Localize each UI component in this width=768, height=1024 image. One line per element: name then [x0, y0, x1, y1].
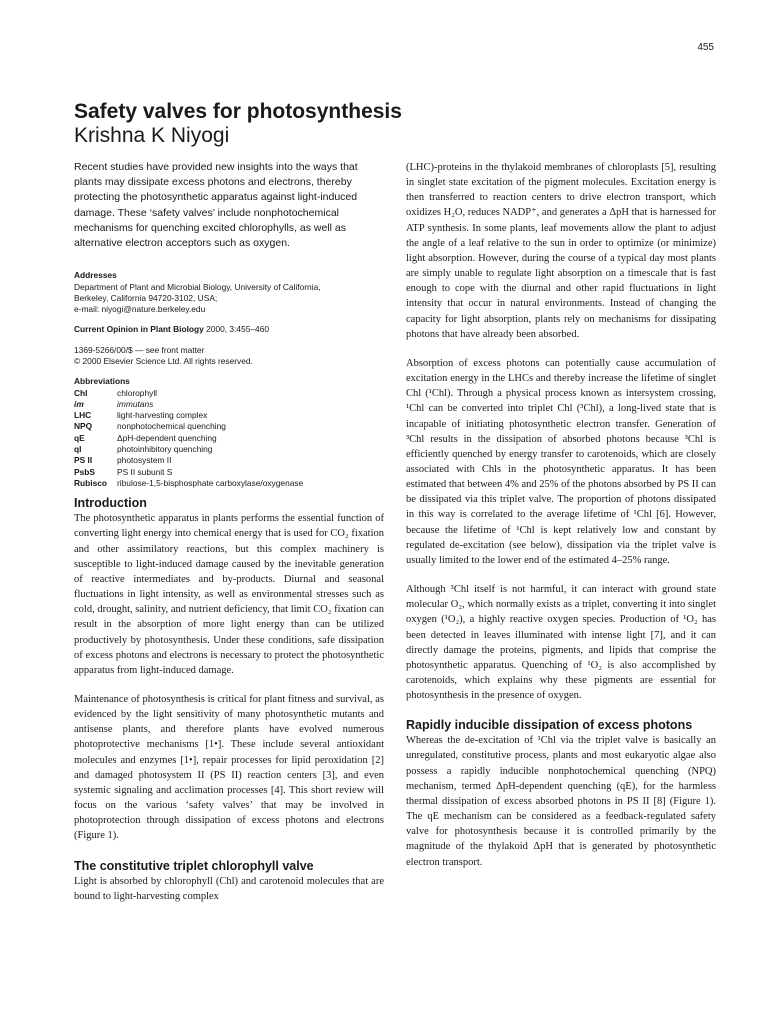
abbreviation-row: [74, 444, 384, 455]
right-column: [406, 160, 716, 870]
abbreviation-key: PsbS: [74, 466, 95, 477]
abbreviation-row: [74, 410, 384, 421]
address-email: e-mail: niyogi@nature.berkeley.edu: [74, 304, 206, 315]
citation-block: [74, 324, 384, 335]
introduction-paragraph-2: Maintenance of photosynthesis is critical for plant fitness and survival, as evidenced by the light sensitivity of many photosynthetic mutants and antisense plants, and therefore plants have evolved numerous photoprotective mechanisms [1•]. These include several antioxidant molecules and enzymes [1•], repair processes for lipid peroxidation [2] and damaged photosystem II (PS II) reaction centers [3], and even systemic signaling and acclimation processes [4]. This short review will focus on the various ‘safety valves’ that may be involved in photoprotection through dissipation of excess photons and electrons (Figure 1).: [74, 693, 384, 842]
abbreviation-row: [74, 455, 384, 466]
article-title: Safety valves for photosynthesis: [74, 100, 402, 123]
address-line-1: Department of Plant and Microbial Biology, University of California,: [74, 281, 321, 292]
abbreviation-value: nonphotochemical quenching: [117, 421, 226, 432]
citation-details: 2000, 3:455–460: [206, 324, 270, 335]
abbreviation-value: immutans: [117, 398, 154, 409]
abbreviation-key: PS II: [74, 455, 93, 466]
abstract: Recent studies have provided new insights into the ways that plants may dissipate excess photons and electrons, thereby protecting the photosynthetic apparatus against light-induced damage. These ‘safety valves’ include nonphotochemical mechanisms for quenching excited chlorophylls, as well as alternative electron acceptors such as oxygen.: [74, 161, 358, 250]
abbreviations-block: [74, 376, 384, 489]
section-heading-triplet-valve: The constitutive triplet chlorophyll valve: [74, 858, 314, 873]
copyright-line-2: © 2000 Elsevier Science Ltd. All rights reserved.: [74, 356, 253, 366]
address-line-2: Berkeley, California 94720-3102, USA;: [74, 292, 218, 303]
abbreviation-key: Chl: [74, 387, 88, 398]
abbreviation-value: photosystem II: [117, 455, 172, 466]
abbreviations-heading: Abbreviations: [74, 376, 130, 387]
abbreviation-value: ΔpH-dependent quenching: [117, 432, 217, 443]
abbreviation-key: Rubisco: [74, 477, 108, 488]
introduction-paragraph-1: The photosynthetic apparatus in plants performs the essential function of converting light energy into chemical energy that is used for CO₂ fixation and other assimilatory reactions, but this complex machinery is susceptible to light-induced damage caused by the inevitable generation of reactive intermediates and by-products. Diurnal and seasonal fluctuations in light intensity, as well as environmental stresses such as cold, drought, salinity, and nutrient deficiency, that limit CO₂ fixation can result in the absorption of more light energy than can be utilized productively by photosynthesis. Under these conditions, safe dissipation of excess photons and electrons is necessary to protect the photosynthetic apparatus from light-induced damage.: [74, 513, 384, 676]
page-number: 455: [697, 42, 714, 53]
section-heading-rapid-dissipation: Rapidly inducible dissipation of excess photons: [406, 718, 693, 733]
abbreviation-value: chlorophyll: [117, 387, 158, 398]
section-heading-introduction: Introduction: [74, 496, 147, 511]
abbreviation-key: im: [74, 398, 84, 409]
abbreviation-key: qI: [74, 444, 82, 455]
abbreviation-row: [74, 433, 384, 444]
abbreviation-key: qE: [74, 432, 85, 443]
triplet-paragraph-1-continued: (LHC)-proteins in the thylakoid membranes of chloroplasts [5], resulting in singlet state excitation of the pigment molecules. Excitation energy is then transferred to reaction centers to drive electron transport, which oxidizes H₂O, reduces NADP⁺, and generates a ΔpH that is harnessed for ATP synthesis. In some plants, leaf movements allow the plant to adjust the angle of a leaf relative to the sun in order to optimize (or minimize) light absorption. However, during the course of a typical day most plants are simply unable to regulate light absorption on a timescale that is fast enough to cope with the diurnal and other rapid fluctuations in light intensity that occur in natural environments. Instead of changing the capacity for light absorption, plants rely on mechanisms for dissipating photons that have already been absorbed.: [406, 162, 716, 340]
abbreviation-row: [74, 388, 384, 399]
abbreviation-value: photoinhibitory quenching: [117, 444, 213, 455]
abbreviation-key: NPQ: [74, 421, 93, 432]
abbreviation-row: [74, 467, 384, 478]
citation-journal: Current Opinion in Plant Biology: [74, 324, 204, 335]
copyright-line-1: 1369-5266/00/$ — see front matter: [74, 344, 205, 355]
copyright-block: [74, 345, 384, 368]
triplet-paragraph-3: Although ³Chl itself is not harmful, it can interact with ground state molecular O₂, which normally exists as a triplet, converting it into singlet oxygen (¹O₂), a highly reactive oxygen species. Production of ¹O₂ has been detected in leaves illuminated with intense light [7], and it can directly damage the proteins, pigments, and lipids that comprise the photosynthetic apparatus. Quenching of ¹O₂ is also accomplished by carotenoids, which explains why these pigments are essential for photosynthesis in the presence of oxygen.: [406, 584, 716, 702]
abbreviation-row: [74, 399, 384, 410]
left-column: [74, 160, 384, 904]
triplet-paragraph-1-start: Light is absorbed by chlorophyll (Chl) and carotenoid molecules that are bound to light-harvesting complex: [74, 875, 384, 902]
abbreviation-key: LHC: [74, 410, 92, 421]
abbreviation-value: PS II subunit S: [117, 466, 173, 477]
addresses-heading: Addresses: [74, 270, 117, 281]
abbreviation-row: [74, 478, 384, 489]
abbreviation-value: ribulose-1,5-bisphosphate carboxylase/oxygenase: [117, 477, 304, 488]
rapid-dissipation-paragraph-1: Whereas the de-excitation of ¹Chl via the triplet valve is basically an unregulated, constitutive process, plants and most eukaryotic algae also possess a rapidly inducible nonphotochemical quenching (NPQ) mechanism, termed ΔpH-dependent quenching (qE), for the harmless thermal dissipation of excess absorbed photons in PS II [8] (Figure 1). The qE mechanism can be considered as a feedback-regulated safety valve for photosynthesis because it is controlled primarily by the magnitude of the thylakoid ΔpH that is generated by photosynthetic electron transport.: [406, 735, 716, 868]
addresses-block: [74, 270, 384, 315]
triplet-paragraph-2: Absorption of excess photons can potentially cause accumulation of excitation energy in the LHCs and thereby increase the lifetime of singlet Chl (¹Chl). Through a physical process known as intersystem crossing, ¹Chl can be converted into triplet Chl (³Chl), a long-lived state that is incapable of initiating photosynthetic electron transfer. Generation of ³Chl results in the dissipation of absorbed photons because ³Chl is efficiently quenched by energy transfer to carotenoids, which are closely associated with Chls in the photosynthetic apparatus. It has been estimated that between 4% and 25% of the photons absorbed by PS II can be dissipated via this triplet valve. The proportion of photons dissipated in this way is correlated to the average lifetime of ¹Chl [6]. However, because the lifetime of ¹Chl is kept relatively low and constant by regulated de-excitation (see below), dissipation via the triplet valve is usually limited to the lower end of the estimated 4–25% range.: [406, 357, 716, 566]
article-author: Krishna K Niyogi: [74, 124, 230, 147]
abbreviation-value: light-harvesting complex: [117, 410, 208, 421]
abbreviation-row: [74, 421, 384, 432]
